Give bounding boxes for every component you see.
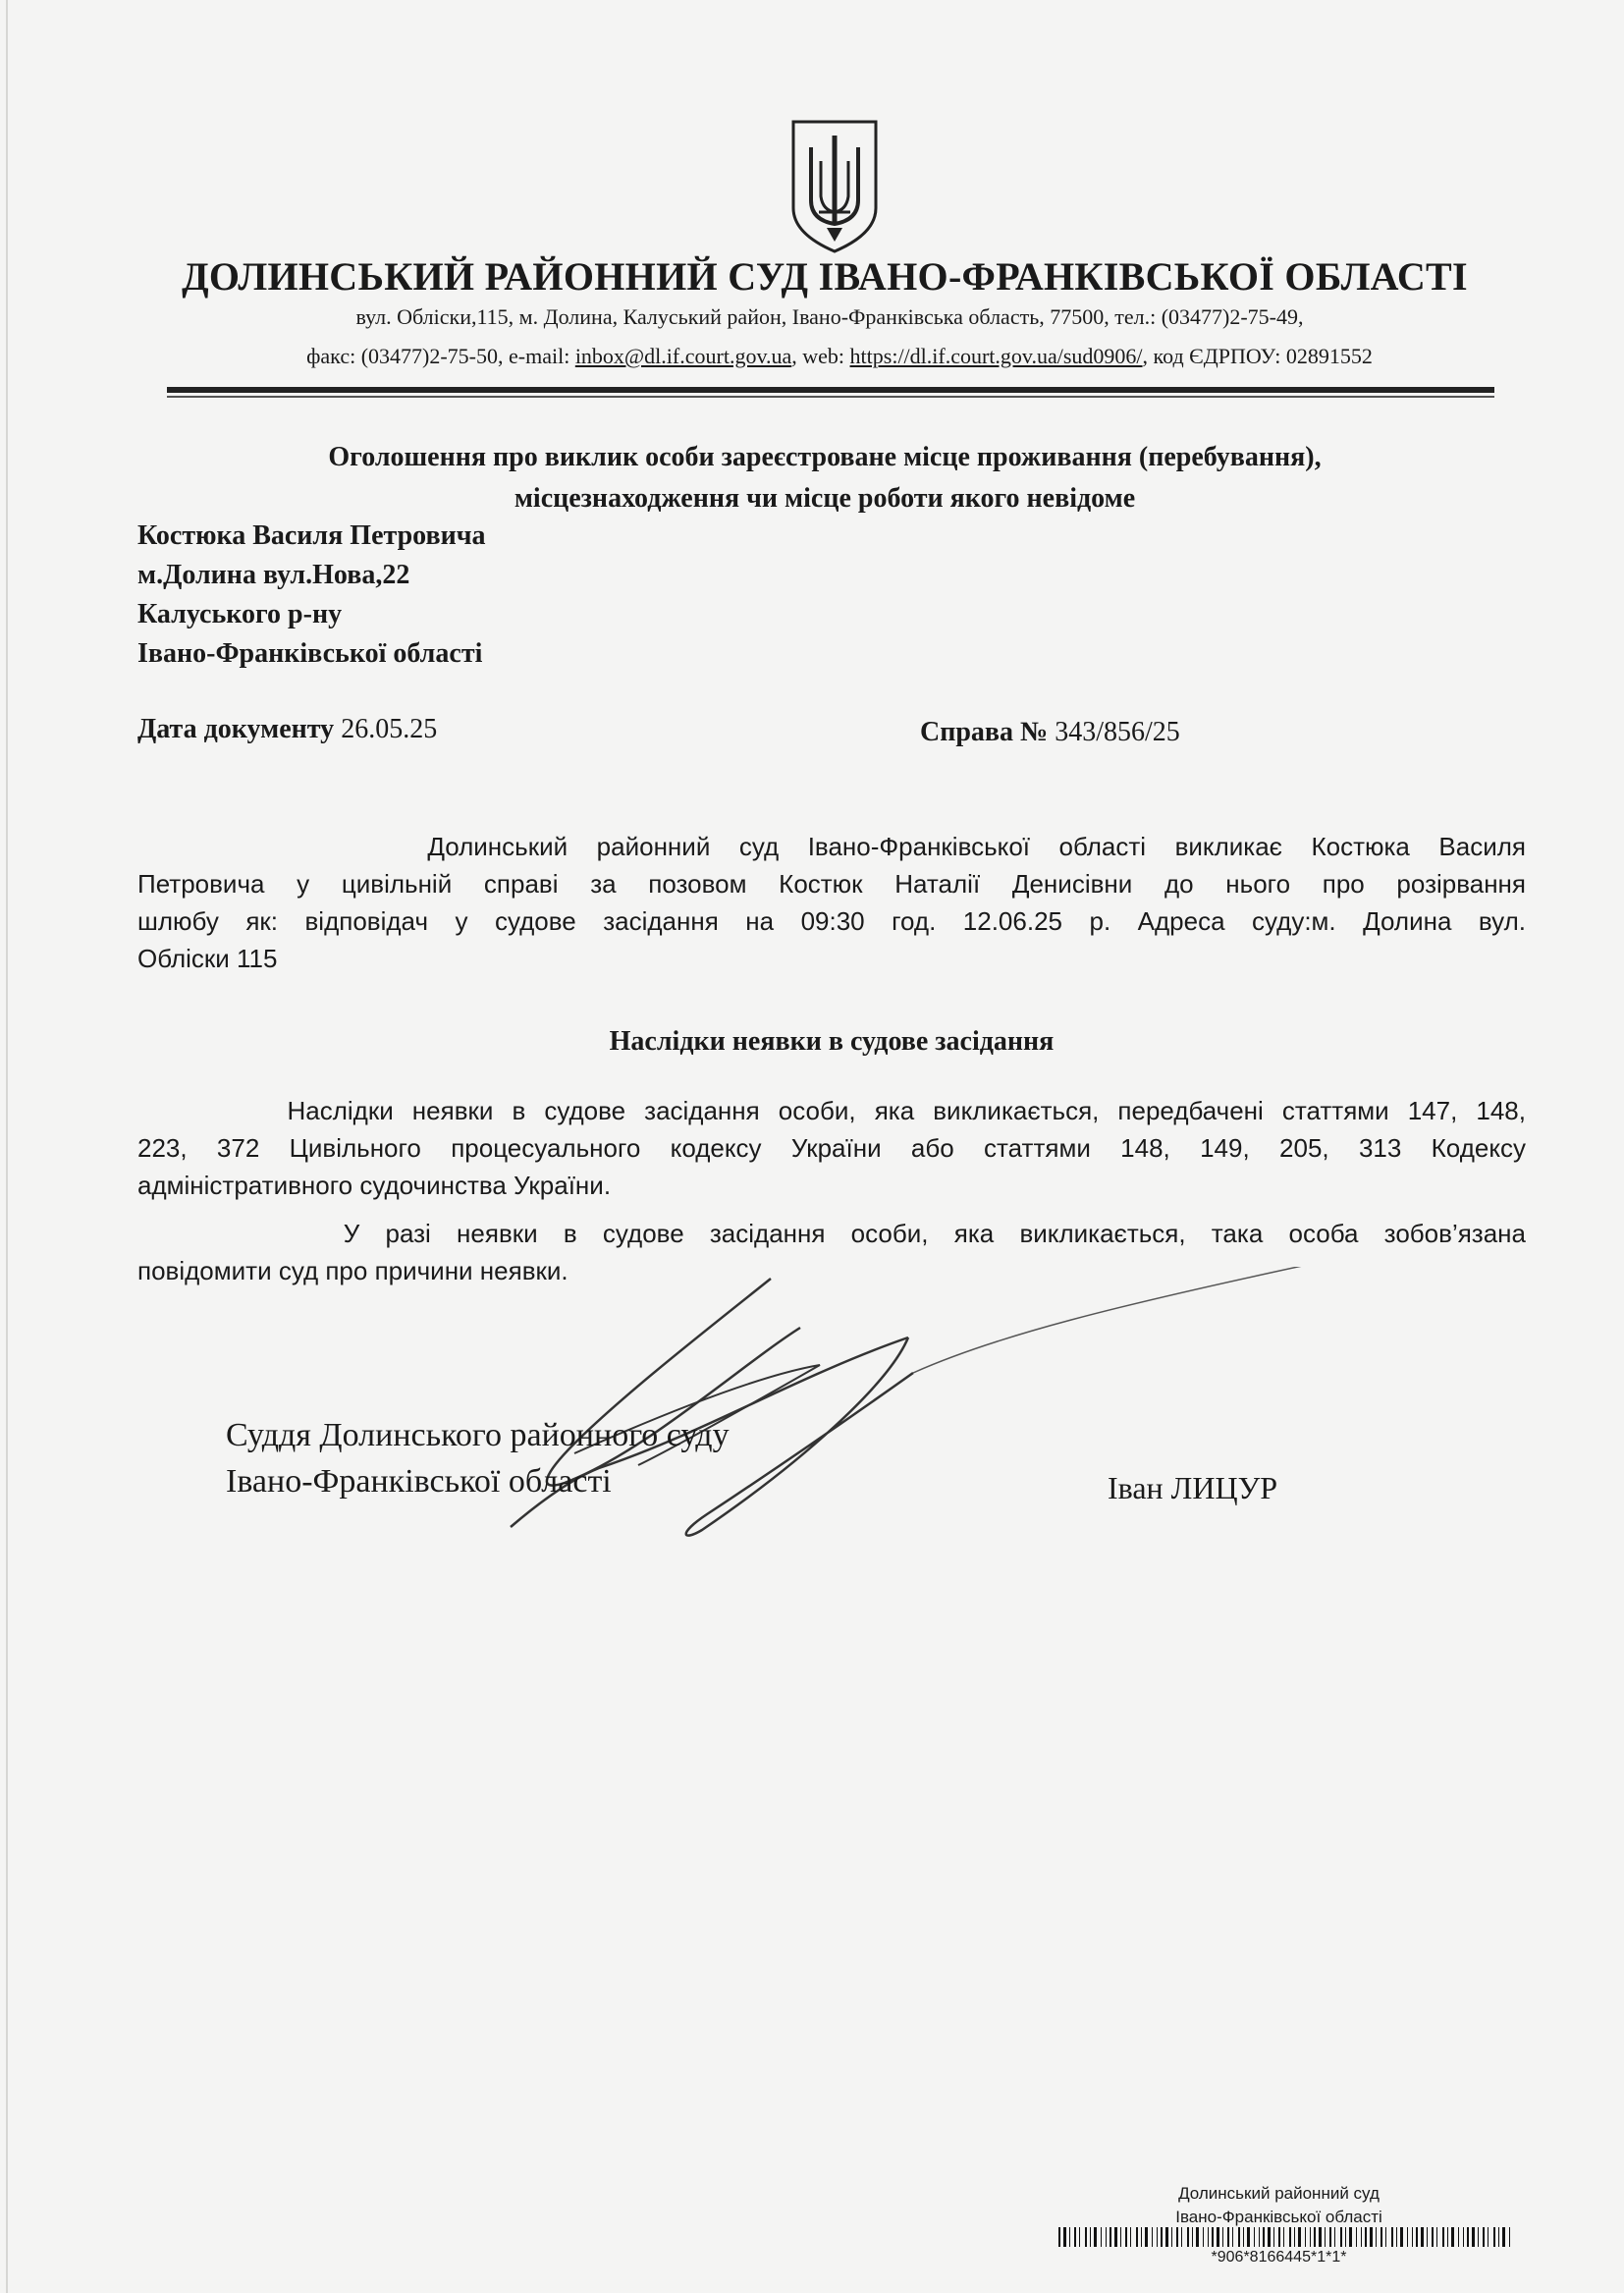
barcode-bar bbox=[1106, 2227, 1107, 2247]
consequences-line: 223, 372 Цивільного процесуального кодексу України або статтями 148, 149, 205, 313 Кодексу bbox=[137, 1133, 1526, 1163]
barcode bbox=[1058, 2227, 1516, 2247]
barcode-bar bbox=[1407, 2227, 1408, 2247]
barcode-bar bbox=[1130, 2227, 1131, 2247]
barcode-bar bbox=[1114, 2227, 1117, 2247]
barcode-bar bbox=[1488, 2227, 1489, 2247]
barcode-bar bbox=[1094, 2227, 1097, 2247]
barcode-bar bbox=[1238, 2227, 1240, 2247]
barcode-bar bbox=[1478, 2227, 1479, 2247]
barcode-bar bbox=[1376, 2227, 1377, 2247]
barcode-bar bbox=[1289, 2227, 1291, 2247]
barcode-bar bbox=[1319, 2227, 1322, 2247]
web-link[interactable]: https://dl.if.court.gov.ua/sud0906/ bbox=[849, 344, 1143, 368]
barcode-bar bbox=[1079, 2227, 1080, 2247]
notice-heading-line1: Оголошення про виклик особи зареєстроване місце проживання (перебування), bbox=[328, 442, 1322, 472]
barcode-bar bbox=[1396, 2227, 1397, 2247]
barcode-bar bbox=[1310, 2227, 1311, 2247]
barcode-bar bbox=[1361, 2227, 1362, 2247]
fax-text: факс: (03477)2-75-50, e-mail: bbox=[306, 344, 575, 368]
notice-heading-line2: місцезнаходження чи місце роботи якого невідоме bbox=[514, 483, 1136, 514]
barcode-bar bbox=[1493, 2227, 1495, 2247]
barcode-bar bbox=[1085, 2227, 1087, 2247]
barcode-bar bbox=[1203, 2227, 1204, 2247]
barcode-bar bbox=[1176, 2227, 1178, 2247]
barcode-bar bbox=[1063, 2227, 1066, 2247]
barcode-bar bbox=[1294, 2227, 1295, 2247]
email-link[interactable]: inbox@dl.if.court.gov.ua bbox=[574, 344, 792, 368]
barcode-bar bbox=[1329, 2227, 1331, 2247]
stamp-line1: Долинський районний суд bbox=[1178, 2184, 1380, 2203]
barcode-bar bbox=[1125, 2227, 1127, 2247]
barcode-bar bbox=[1451, 2227, 1454, 2247]
barcode-bar bbox=[1145, 2227, 1148, 2247]
case-number-value: 343/856/25 bbox=[1048, 717, 1180, 747]
web-label: , web: bbox=[791, 344, 850, 368]
barcode-bar bbox=[1502, 2227, 1505, 2247]
barcode-bar bbox=[1278, 2227, 1280, 2247]
coat-of-arms-icon bbox=[789, 118, 880, 255]
judge-name: Іван ЛИЦУР bbox=[1108, 1470, 1278, 1505]
barcode-bar bbox=[1136, 2227, 1138, 2247]
case-number-label: Справа № bbox=[920, 717, 1049, 747]
document-date-value: 26.05.25 bbox=[334, 714, 438, 744]
barcode-bar bbox=[1090, 2227, 1091, 2247]
barcode-bar bbox=[1069, 2227, 1070, 2247]
barcode-bar bbox=[1074, 2227, 1076, 2247]
barcode-bar bbox=[1498, 2227, 1499, 2247]
barcode-bar bbox=[1349, 2227, 1352, 2247]
barcode-bar bbox=[1356, 2227, 1357, 2247]
document-date-label: Дата документу bbox=[137, 714, 335, 744]
scan-edge bbox=[6, 0, 8, 2293]
barcode-bar bbox=[1345, 2227, 1346, 2247]
consequences-paragraph bbox=[137, 1092, 1526, 1204]
barcode-bar bbox=[1196, 2227, 1199, 2247]
consequences-line: Наслідки неявки в судове засідання особи, яка викликається, передбачені статтями 147, 148, bbox=[137, 1096, 1526, 1125]
barcode-bar bbox=[1421, 2227, 1424, 2247]
summons-line: Долинський районний суд Івано-Франківської області викликає Костюка Василя bbox=[137, 832, 1526, 861]
barcode-bar bbox=[1232, 2227, 1233, 2247]
document-date bbox=[137, 714, 437, 745]
barcode-bar bbox=[1101, 2227, 1102, 2247]
barcode-bar bbox=[1157, 2227, 1158, 2247]
barcode-bar bbox=[1467, 2227, 1469, 2247]
edrpou-code: , код ЄДРПОУ: 02891552 bbox=[1142, 344, 1373, 368]
barcode-bar bbox=[1458, 2227, 1459, 2247]
summons-line: Обліски 115 bbox=[137, 944, 278, 973]
court-address: вул. Обліски,115, м. Долина, Калуський район, Івано-Франківська область, 77500, тел.: (03477)2-75-49, bbox=[355, 304, 1304, 329]
barcode-bar bbox=[1110, 2227, 1111, 2247]
barcode-bar bbox=[1463, 2227, 1464, 2247]
court-contacts bbox=[206, 344, 1473, 369]
barcode-bar bbox=[1212, 2227, 1214, 2247]
barcode-bar bbox=[1391, 2227, 1393, 2247]
header-divider-thin bbox=[167, 396, 1494, 398]
recipient-name: Костюка Василя Петровича bbox=[137, 520, 486, 551]
consequences-heading: Наслідки неявки в судове засідання bbox=[609, 1026, 1055, 1057]
barcode-bar bbox=[1305, 2227, 1306, 2247]
barcode-bar bbox=[1208, 2227, 1209, 2247]
header-divider bbox=[167, 387, 1494, 393]
barcode-bar bbox=[1380, 2227, 1382, 2247]
court-name: ДОЛИНСЬКИЙ РАЙОННИЙ СУД ІВАНО-ФРАНКІВСЬКОЇ ОБЛАСТІ bbox=[182, 254, 1468, 299]
case-number bbox=[920, 717, 1180, 748]
barcode-bar bbox=[1181, 2227, 1182, 2247]
barcode-bar bbox=[1314, 2227, 1316, 2247]
barcode-bar bbox=[1259, 2227, 1260, 2247]
barcode-bar bbox=[1165, 2227, 1168, 2247]
barcode-bar bbox=[1254, 2227, 1255, 2247]
barcode-bar bbox=[1263, 2227, 1265, 2247]
barcode-bar bbox=[1247, 2227, 1250, 2247]
barcode-bar bbox=[1400, 2227, 1403, 2247]
barcode-bar bbox=[1442, 2227, 1444, 2247]
barcode-bar bbox=[1412, 2227, 1413, 2247]
stamp-line2: Івано-Франківської області bbox=[1175, 2208, 1382, 2226]
barcode-bar bbox=[1325, 2227, 1326, 2247]
barcode-bar bbox=[1161, 2227, 1163, 2247]
barcode-bar bbox=[1436, 2227, 1437, 2247]
barcode-bar bbox=[1447, 2227, 1448, 2247]
barcode-bar bbox=[1432, 2227, 1434, 2247]
barcode-bar bbox=[1141, 2227, 1142, 2247]
barcode-bar bbox=[1298, 2227, 1301, 2247]
barcode-bar bbox=[1340, 2227, 1342, 2247]
barcode-bar bbox=[1385, 2227, 1386, 2247]
judge-position-line1: Суддя Долинського районного суду bbox=[226, 1417, 730, 1453]
barcode-bar bbox=[1273, 2227, 1274, 2247]
consequences-line: адміністративного судочинства України. bbox=[137, 1171, 612, 1200]
judge-position-line2: Івано-Франківської області bbox=[226, 1463, 612, 1500]
barcode-bar bbox=[1472, 2227, 1475, 2247]
barcode-bar bbox=[1416, 2227, 1418, 2247]
notify-line: У разі неявки в судове засідання особи, яка викликається, така особа зобов’язана bbox=[137, 1219, 1526, 1248]
barcode-number: *906*8166445*1*1* bbox=[1211, 2249, 1347, 2266]
barcode-bar bbox=[1370, 2227, 1373, 2247]
barcode-bar bbox=[1227, 2227, 1229, 2247]
barcode-bar bbox=[1171, 2227, 1172, 2247]
recipient-district: Калуського р-ну bbox=[137, 599, 343, 629]
barcode-bar bbox=[1217, 2227, 1219, 2247]
barcode-bar bbox=[1152, 2227, 1153, 2247]
summons-paragraph bbox=[137, 828, 1526, 977]
barcode-bar bbox=[1243, 2227, 1244, 2247]
barcode-bar bbox=[1483, 2227, 1485, 2247]
summons-line: Петровича у цивільній справі за позовом Костюк Наталії Денисівни до нього про розірвання bbox=[137, 869, 1526, 899]
barcode-bar bbox=[1509, 2227, 1510, 2247]
barcode-bar bbox=[1187, 2227, 1189, 2247]
barcode-bar bbox=[1283, 2227, 1284, 2247]
notify-line: повідомити суд про причини неявки. bbox=[137, 1256, 568, 1285]
barcode-bar bbox=[1365, 2227, 1367, 2247]
barcode-bar bbox=[1120, 2227, 1121, 2247]
barcode-bar bbox=[1427, 2227, 1428, 2247]
recipient-street: м.Долина вул.Нова,22 bbox=[137, 560, 410, 590]
barcode-bar bbox=[1334, 2227, 1335, 2247]
barcode-bar bbox=[1058, 2227, 1060, 2247]
barcode-bar bbox=[1192, 2227, 1193, 2247]
summons-line: шлюбу як: відповідач у судове засідання на 09:30 год. 12.06.25 р. Адреса суду:м. Долина вул. bbox=[137, 906, 1526, 936]
barcode-bar bbox=[1222, 2227, 1223, 2247]
barcode-bar bbox=[1268, 2227, 1271, 2247]
recipient-region: Івано-Франківської області bbox=[137, 638, 483, 669]
